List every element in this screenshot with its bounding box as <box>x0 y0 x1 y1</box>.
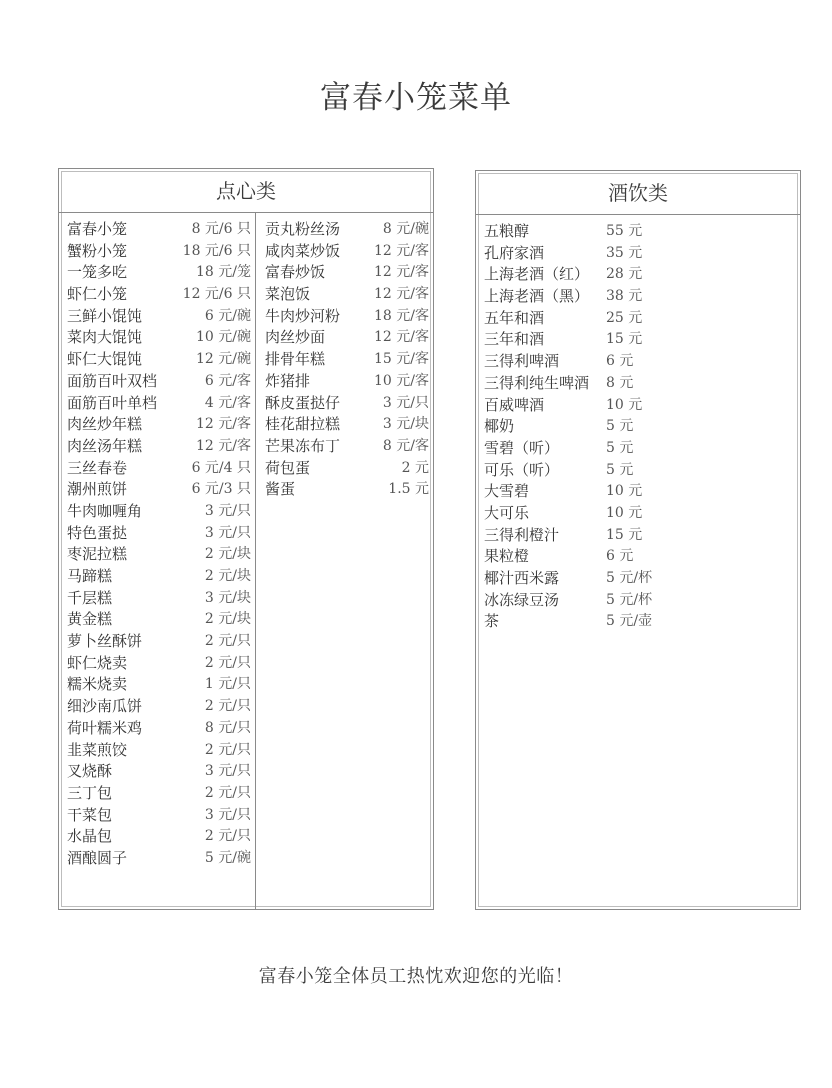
item-price: 55 元 <box>606 223 643 239</box>
item-price: 15 元 <box>606 331 643 348</box>
item-price: 2 元/块 <box>204 568 251 584</box>
item-price: 12 元/客 <box>374 286 429 303</box>
item-price: 5 元/杯 <box>606 570 653 586</box>
item-price: 5 元 <box>606 461 634 478</box>
item-name: 牛肉炒河粉 <box>265 306 341 325</box>
item-price: 10 元/碗 <box>196 329 251 346</box>
item-price: 18 元/6 只 <box>182 242 251 259</box>
item-price: 12 元/6 只 <box>182 286 251 303</box>
item-name: 叉烧酥 <box>67 762 113 781</box>
item-name: 五年和酒 <box>484 308 545 327</box>
item-price: 10 元 <box>606 483 643 500</box>
item-name: 肉丝炒面 <box>265 328 326 347</box>
item-price: 18 元/笼 <box>196 264 251 281</box>
item-price: 12 元/客 <box>196 416 251 433</box>
item-price: 18 元/客 <box>374 307 429 324</box>
welcome-footer: 富春小笼全体员工热忱欢迎您的光临！ <box>258 966 574 987</box>
item-name: 潮州煎饼 <box>67 480 128 499</box>
item-price: 15 元/客 <box>374 351 429 368</box>
item-name: 虾仁小笼 <box>67 285 128 304</box>
item-price: 8 元/碗 <box>382 221 429 237</box>
item-price: 12 元/客 <box>374 242 429 259</box>
item-price: 25 元 <box>606 309 643 326</box>
item-price: 1 元/只 <box>204 676 251 693</box>
item-price: 10 元 <box>606 396 643 413</box>
item-price: 12 元/客 <box>374 264 429 281</box>
item-name: 芒果冻布丁 <box>265 436 341 455</box>
item-name: 三丁包 <box>67 783 113 802</box>
item-name: 一笼多吃 <box>67 263 128 282</box>
item-price: 2 元/只 <box>204 828 251 845</box>
item-price: 3 元/只 <box>204 524 251 541</box>
item-price: 10 元/客 <box>374 372 429 389</box>
item-name: 肉丝炒年糕 <box>67 415 143 434</box>
item-price: 5 元/碗 <box>204 849 251 866</box>
item-name: 上海老酒（黑） <box>484 287 590 306</box>
item-name: 茶 <box>484 612 500 631</box>
item-price: 15 元 <box>606 526 643 543</box>
item-name: 萝卜丝酥饼 <box>67 632 143 651</box>
item-price: 8 元/只 <box>204 719 251 736</box>
item-price: 6 元/3 只 <box>191 481 251 498</box>
item-price: 2 元/只 <box>204 698 251 715</box>
item-price: 3 元/块 <box>382 416 429 433</box>
item-name: 冰冻绿豆汤 <box>484 590 560 609</box>
item-name: 可乐（听） <box>484 460 560 479</box>
item-price: 4 元/客 <box>204 394 251 411</box>
item-price: 6 元/4 只 <box>191 459 251 476</box>
item-price: 8 元/客 <box>382 437 429 454</box>
item-price: 6 元 <box>606 353 634 370</box>
item-name: 五粮醇 <box>484 222 530 240</box>
item-name: 大雪碧 <box>484 482 530 501</box>
item-price: 38 元 <box>606 288 643 305</box>
item-name: 荷包蛋 <box>265 458 311 477</box>
item-name: 三得利橙汁 <box>484 525 560 544</box>
item-price: 28 元 <box>606 266 643 283</box>
item-name: 咸肉菜炒饭 <box>265 241 341 260</box>
item-name: 马蹄糕 <box>67 567 113 585</box>
item-name: 特色蛋挞 <box>67 523 128 542</box>
item-name: 酱蛋 <box>265 480 296 499</box>
item-name: 富春小笼 <box>67 220 128 238</box>
column-divider <box>255 213 256 909</box>
item-price: 2 元/块 <box>204 611 251 628</box>
item-price: 1.5 元 <box>388 481 429 498</box>
item-price: 5 元 <box>606 439 634 456</box>
item-price: 5 元 <box>606 418 634 435</box>
item-name: 孔府家酒 <box>484 243 545 262</box>
item-price: 2 元/只 <box>204 654 251 671</box>
item-price: 10 元 <box>606 504 643 521</box>
item-name: 牛肉咖喱角 <box>67 501 143 520</box>
item-name: 细沙南瓜饼 <box>67 697 143 716</box>
item-name: 菜泡饭 <box>265 285 311 304</box>
drinks-header: 酒饮类 <box>476 171 800 215</box>
item-price: 3 元/块 <box>204 589 251 606</box>
item-name: 椰奶 <box>484 417 515 436</box>
item-price: 3 元/只 <box>204 763 251 780</box>
item-price: 5 元/壶 <box>606 613 653 630</box>
item-name: 贡丸粉丝汤 <box>265 220 341 238</box>
item-name: 三鲜小馄饨 <box>67 306 143 325</box>
drinks-section <box>475 170 801 910</box>
item-price: 3 元/只 <box>204 806 251 823</box>
item-name: 枣泥拉糕 <box>67 545 128 564</box>
item-name: 糯米烧卖 <box>67 675 128 694</box>
item-price: 6 元 <box>606 548 634 565</box>
item-name: 排骨年糕 <box>265 350 326 369</box>
item-name: 三得利纯生啤酒 <box>484 373 590 392</box>
item-price: 12 元/碗 <box>196 351 251 368</box>
item-name: 百威啤酒 <box>484 395 545 414</box>
item-name: 果粒橙 <box>484 547 530 566</box>
item-name: 干菜包 <box>67 805 113 824</box>
item-name: 荷叶糯米鸡 <box>67 718 143 737</box>
item-name: 炸猪排 <box>265 371 311 390</box>
item-price: 2 元 <box>401 459 429 476</box>
item-price: 6 元/客 <box>204 372 251 389</box>
item-name: 雪碧（听） <box>484 438 560 457</box>
item-name: 黄金糕 <box>67 610 113 629</box>
item-name: 桂花甜拉糕 <box>265 415 341 434</box>
item-name: 三丝春卷 <box>67 458 128 477</box>
item-price: 2 元/只 <box>204 633 251 650</box>
item-name: 蟹粉小笼 <box>67 241 128 260</box>
item-name: 上海老酒（红） <box>484 265 590 284</box>
item-name: 酥皮蛋挞仔 <box>265 393 341 412</box>
item-name: 三得利啤酒 <box>484 352 560 371</box>
menu-title: 富春小笼菜单 <box>320 80 512 116</box>
item-name: 椰汁西米露 <box>484 569 560 587</box>
item-name: 面筋百叶单档 <box>67 393 158 412</box>
item-price: 35 元 <box>606 244 643 261</box>
dimsum-section <box>58 168 434 910</box>
item-price: 3 元/只 <box>204 502 251 519</box>
item-name: 虾仁烧卖 <box>67 653 128 672</box>
item-name: 虾仁大馄饨 <box>67 350 143 369</box>
item-name: 大可乐 <box>484 503 530 522</box>
item-price: 5 元/杯 <box>606 591 653 608</box>
item-name: 水晶包 <box>67 827 113 846</box>
item-price: 2 元/块 <box>204 546 251 563</box>
item-price: 8 元/6 只 <box>191 221 251 237</box>
item-price: 3 元/只 <box>382 394 429 411</box>
item-name: 千层糕 <box>67 588 113 607</box>
item-name: 肉丝汤年糕 <box>67 436 143 455</box>
dimsum-header: 点心类 <box>59 169 433 213</box>
item-name: 面筋百叶双档 <box>67 371 158 390</box>
item-name: 三年和酒 <box>484 330 545 349</box>
item-name: 富春炒饭 <box>265 263 326 282</box>
item-name: 酒酿圆子 <box>67 848 128 867</box>
item-price: 8 元 <box>606 374 634 391</box>
item-price: 6 元/碗 <box>204 307 251 324</box>
item-price: 12 元/客 <box>196 437 251 454</box>
item-name: 韭菜煎饺 <box>67 740 128 759</box>
item-price: 2 元/只 <box>204 784 251 801</box>
item-name: 菜肉大馄饨 <box>67 328 143 347</box>
item-price: 12 元/客 <box>374 329 429 346</box>
item-price: 2 元/只 <box>204 741 251 758</box>
